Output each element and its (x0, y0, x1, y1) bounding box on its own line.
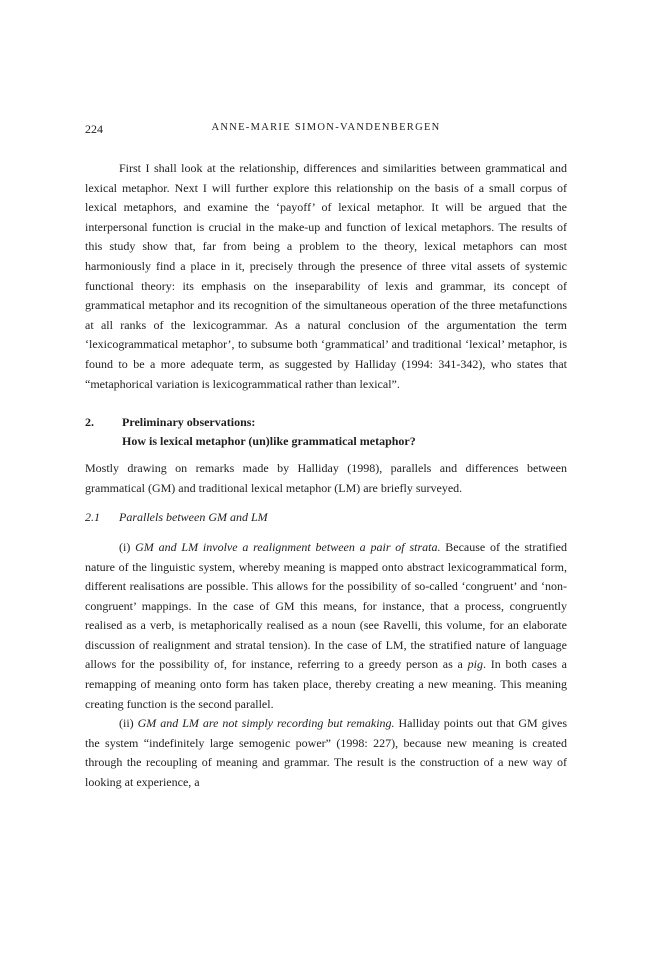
section-heading (85, 413, 567, 451)
paragraph-ii-text: Halliday points out that GM gives the system “indefinitely large semogenic power” (1998: 227), because new meaning is created through the recoupling of meaning and grammar. The result is the construction of a new way of looking at experience, a (85, 716, 567, 790)
paragraph-ii-label: (ii) (119, 716, 138, 731)
paragraph-ii-heading: GM and LM are not simply recording but remaking. (137, 716, 395, 731)
section-title-line-1: Preliminary observations: (122, 415, 256, 430)
paragraph-i (85, 538, 567, 714)
section-intro-paragraph: Mostly drawing on remarks made by Halliday (1998), parallels and differences between grammatical (GM) and traditional lexical metaphor (LM) are briefly surveyed. (85, 461, 567, 495)
header-author: ANNE-MARIE SIMON-VANDENBERGEN (211, 122, 441, 133)
subsection-heading (85, 508, 567, 528)
paragraph-i-example: pig (467, 657, 483, 672)
section-title-line-2: How is lexical metaphor (un)like grammatical metaphor? (122, 434, 416, 449)
running-head (85, 122, 567, 140)
intro-paragraph: First I shall look at the relationship, differences and similarities between grammatical and lexical metaphor. Next I will further explore this relationship on the basis of a small corpus of lexical metaphors, and examine the ‘payoff’ of lexical metaphor. It will be argued that the interpersonal function is crucial in the make-up and function of lexical metaphors. The results of this study show that, far from being a problem to the theory, lexical metaphors can most harmoniously find a place in it, precisely through the presence of three vital assets of systemic functional theory: its emphasis on the inseparability of lexis and grammar, its concept of grammatical metaphor and its recognition of the simultaneous operation of the three metafunctions at all ranks of the lexicogrammar. As a natural conclusion of the argumentation the term ‘lexicogrammatical metaphor’, to subsume both ‘grammatical’ and traditional ‘lexical’ metaphor, is found to be a more adequate term, as suggested by Halliday (1994: 341-342), who states that “metaphorical variation is lexicogrammatical rather than lexical”. (85, 161, 567, 391)
paragraph-i-heading: GM and LM involve a realignment between a pair of strata. (135, 539, 441, 554)
subsection-number: 2.1 (85, 510, 100, 525)
paragraph-i-label: (i) (119, 539, 136, 554)
section-number: 2. (85, 415, 94, 430)
paragraph-i-text-1: Because of the stratified nature of the linguistic system, whereby meaning is mapped onto abstract lexicogrammatical form, different realisations are possible. This allows for the possibility of so-called ‘congruent’ and ‘non-congruent’ mappings. In the case of GM this means, for instance, that a process, congruently realised as a verb, is metaphorically realised as a noun (see Ravelli, this volume, for an elaborate discussion of realignment and stratal tension). In the case of LM, the stratified nature of language allows for the possibility of, for instance, referring to a greedy person as a (85, 539, 567, 672)
subsection-title: Parallels between GM and LM (119, 510, 268, 525)
body-text (85, 159, 567, 793)
page-number: 224 (85, 122, 103, 136)
paragraph-i-text-2: . In both cases a remapping of meaning onto form has taken place, thereby creating a new meaning. This meaning creating function is the second parallel. (85, 657, 567, 711)
paragraph-ii (85, 714, 567, 792)
